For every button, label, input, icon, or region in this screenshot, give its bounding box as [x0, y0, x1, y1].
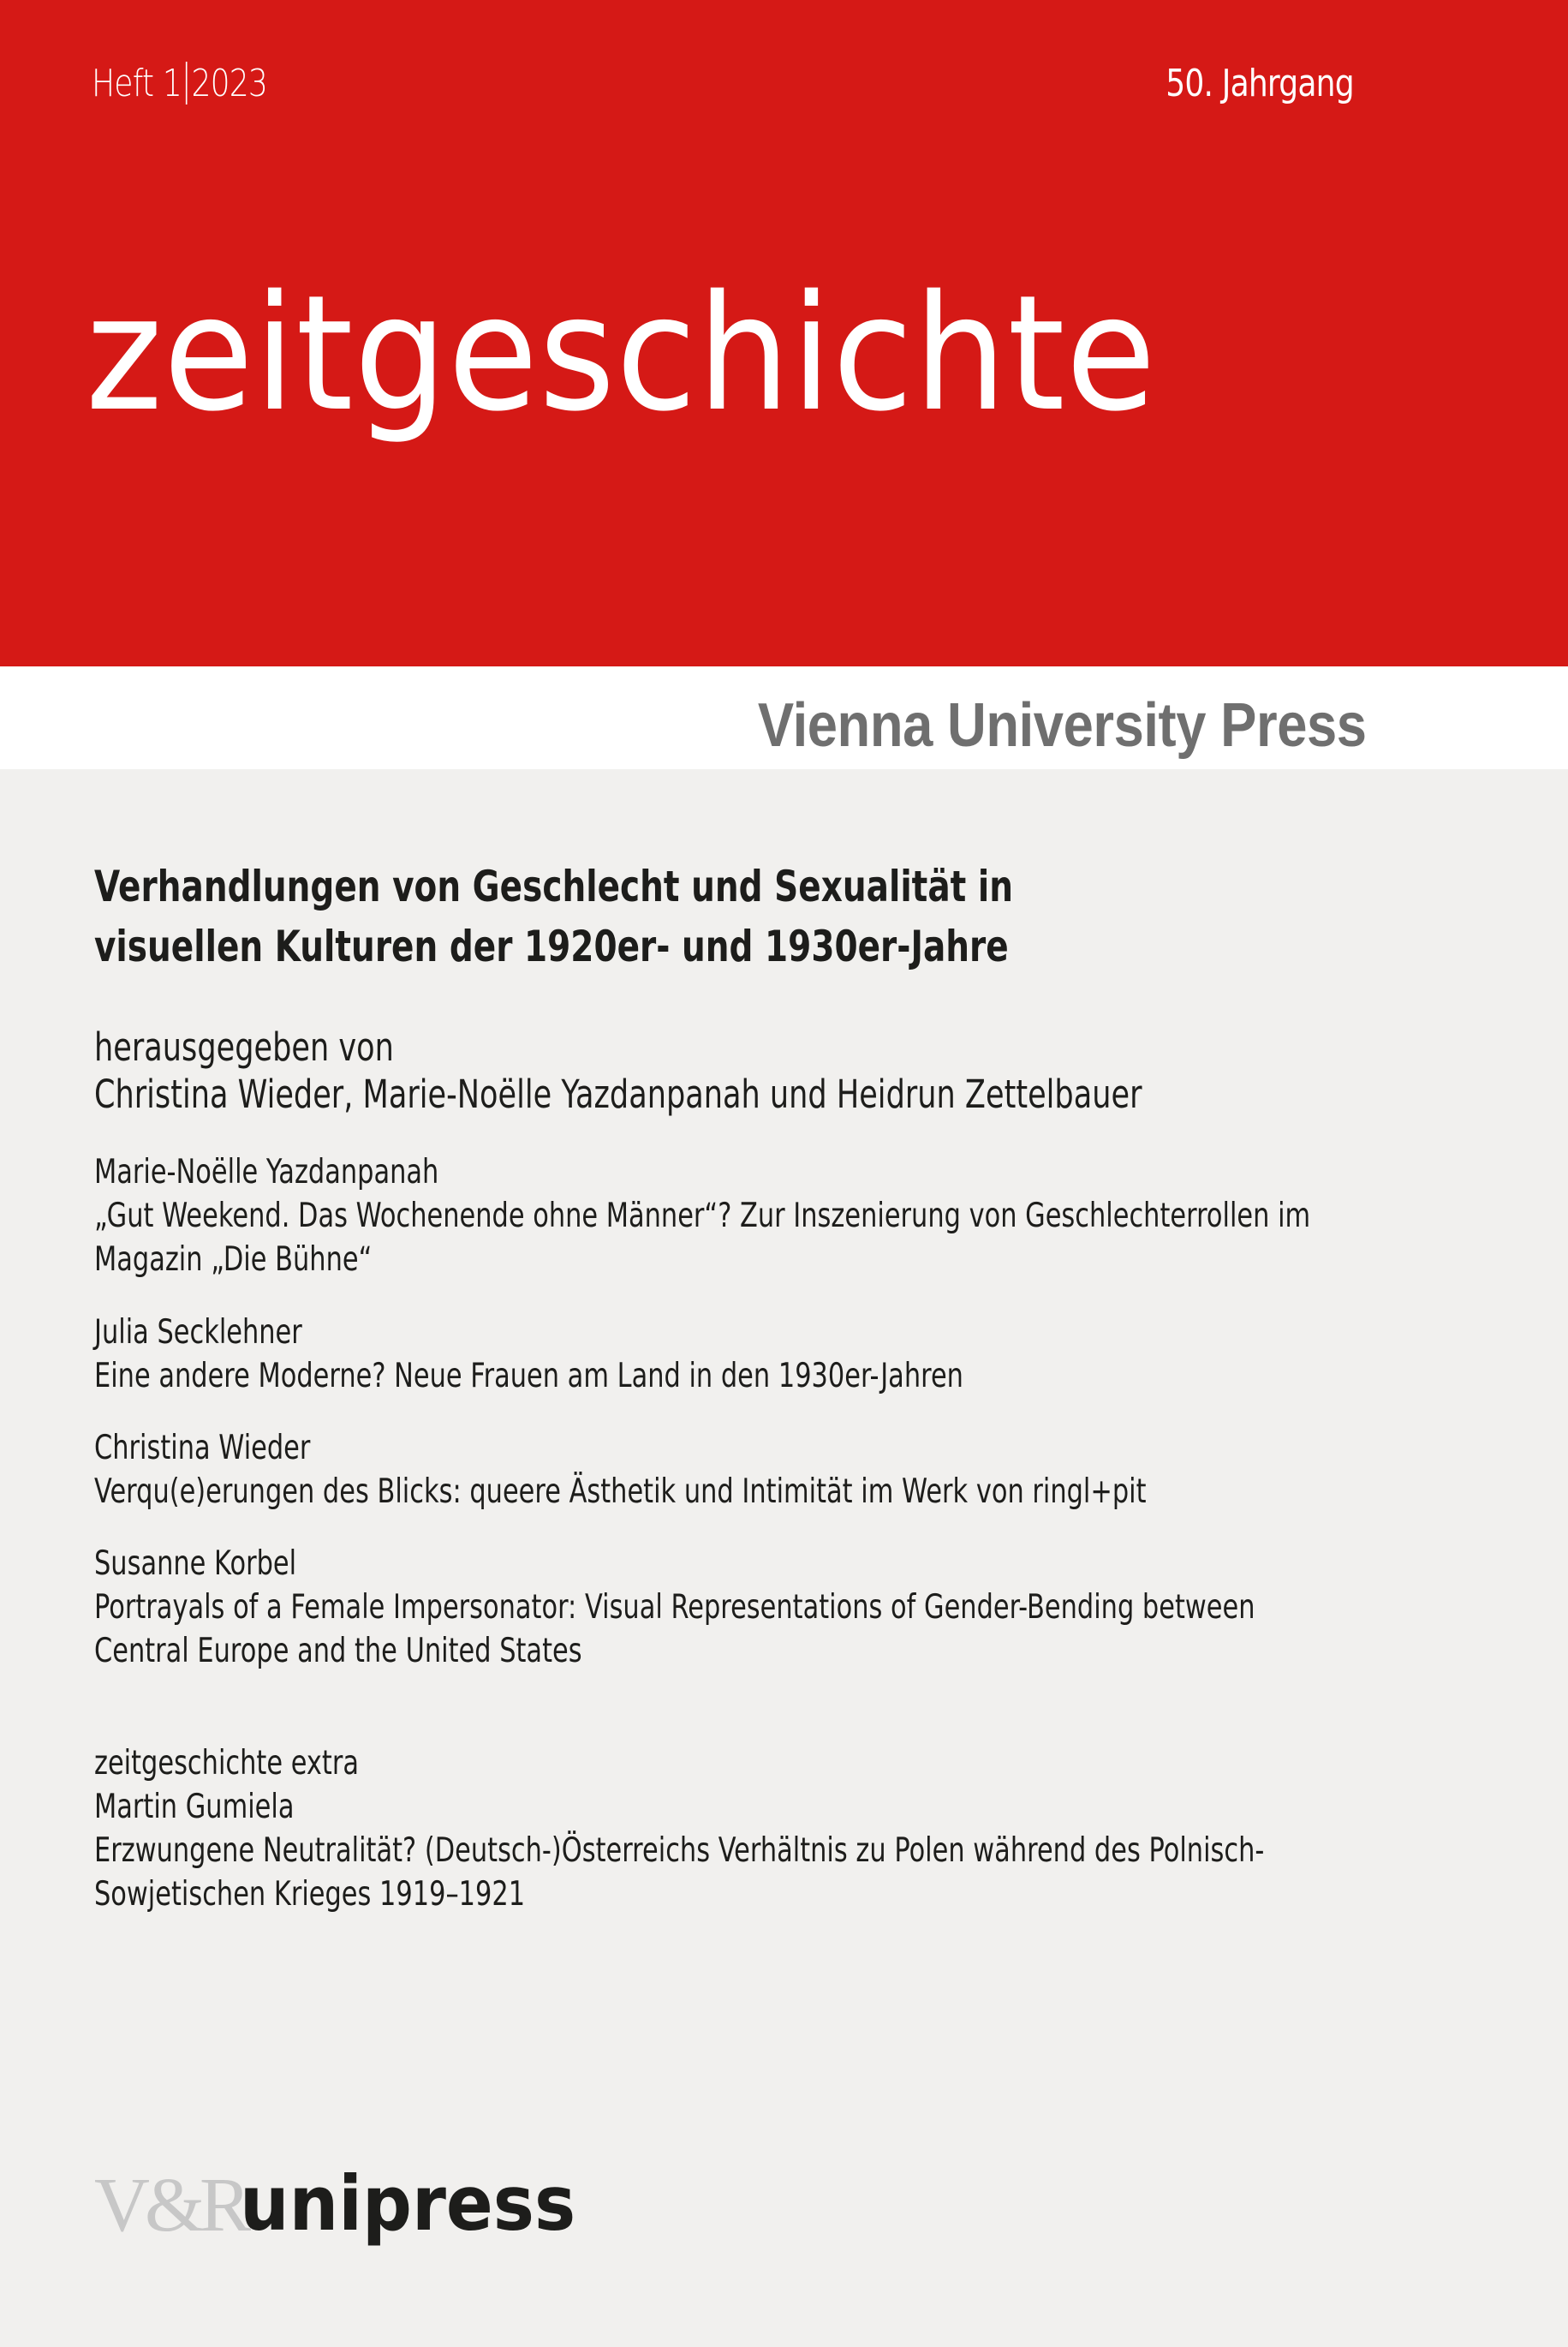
article-entry [94, 1311, 1208, 1398]
editors-label: herausgegeben von [94, 1024, 394, 1070]
article-author: Susanne Korbel [94, 1544, 297, 1583]
article-title-line: Erzwungene Neutralität? (Deutsch-)Österreichs Verhältnis zu Polen während des Polnisch- [94, 1831, 1265, 1870]
article-author: Martin Gumiela [94, 1788, 295, 1826]
theme-title-line: visuellen Kulturen der 1920er- und 1930er-Jahre [94, 922, 1009, 971]
volume-label: 50. Jahrgang [1166, 62, 1354, 105]
article-entry [94, 1150, 1568, 1281]
theme-title [94, 857, 1273, 976]
issue-label: Heft 1 [92, 62, 182, 105]
article-entry [94, 1426, 1443, 1514]
article-title-line: Central Europe and the United States [94, 1632, 582, 1670]
issue-number [92, 62, 267, 105]
article-title-line: Eine andere Moderne? Neue Frauen am Land in den 1930er-Jahren [94, 1357, 963, 1395]
journal-title: zeitgeschichte [86, 260, 1157, 446]
extra-article-entry [94, 1741, 1568, 1916]
article-title-line: „Gut Weekend. Das Wochenende ohne Männer“? Zur Inszenierung von Geschlechterrollen im [94, 1197, 1311, 1235]
article-title-line: Verqu(e)erungen des Blicks: queere Ästhetik und Intimität im Werk von ringl+pit [94, 1472, 1147, 1511]
article-entry [94, 1542, 1568, 1673]
article-author: Christina Wieder [94, 1429, 311, 1467]
section-label: zeitgeschichte extra [94, 1744, 359, 1783]
publisher-name: Vienna University Press [758, 691, 1367, 760]
article-title-line: Sowjetischen Krieges 1919–1921 [94, 1875, 526, 1914]
theme-title-line: Verhandlungen von Geschlecht und Sexualität in [94, 862, 1013, 911]
editors-names: Christina Wieder, Marie-Noëlle Yazdanpanah und Heidrun Zettelbauer [94, 1072, 1142, 1117]
issue-year: 2023 [191, 62, 268, 105]
vr-logo-mark: V&R [94, 2163, 247, 2248]
article-title-line: Magazin „Die Bühne“ [94, 1240, 373, 1279]
unipress-wordmark: unipress [240, 2159, 576, 2248]
article-title-line: Portrayals of a Female Impersonator: Visual Representations of Gender-Bending between [94, 1588, 1255, 1627]
divider [186, 62, 188, 105]
article-author: Marie-Noëlle Yazdanpanah [94, 1153, 439, 1191]
editors-block [94, 1024, 1438, 1118]
article-author: Julia Secklehner [94, 1313, 302, 1352]
